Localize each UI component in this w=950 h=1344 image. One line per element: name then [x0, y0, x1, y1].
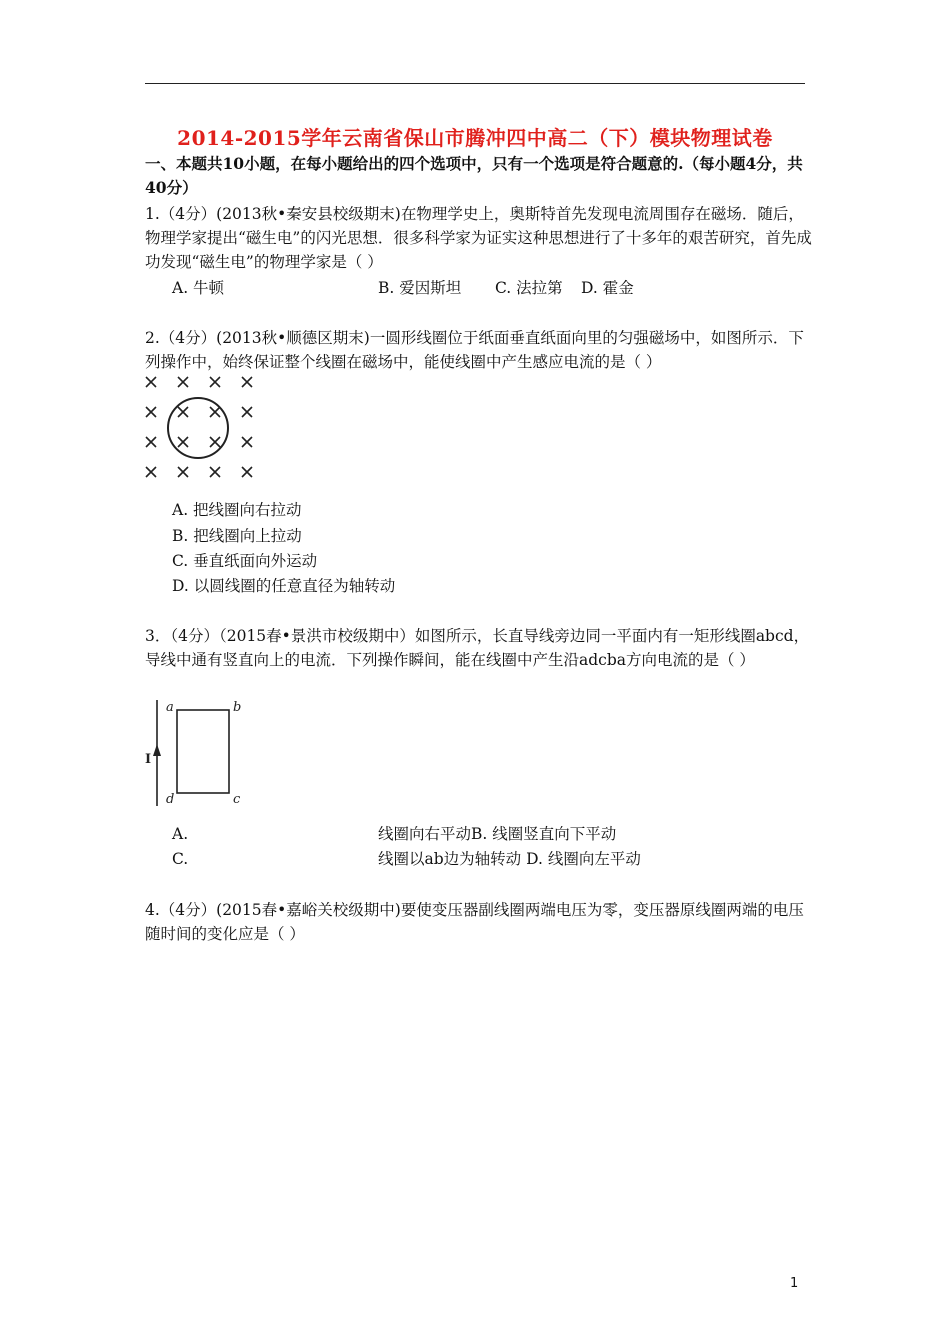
current-label: I — [145, 752, 152, 767]
rectangular-coil — [177, 710, 229, 793]
question-4-text: 4.（4分）(2015春•嘉峪关校级期中)要使变压器副线圈两端电压为零，变压器原线圈两端的电压随时间的变化应是（ ） — [145, 901, 804, 943]
current-arrow-icon — [153, 744, 161, 756]
field-cross-icon — [146, 377, 252, 477]
magnetic-field-figure — [140, 370, 265, 485]
question-2-text: 2.（4分）(2013秋•顺德区期末)一圆形线圈位于纸面垂直纸面向里的匀强磁场中，如图所示．下列操作中，始终保证整个线圈在磁场中，能使线圈中产生感应电流的是（ ） — [145, 329, 804, 371]
question-1-text: 1.（4分）(2013秋•秦安县校级期末)在物理学史上，奥斯特首先发现电流周围存在磁场．随后，物理学家提出“磁生电”的闪光思想．很多科学家为证实这种思想进行了十多年的艰苦研究，首先成功发现“磁生电”的物理学家是（ ） — [145, 205, 812, 271]
question-2-option-d: D. 以圆线圈的任意直径为轴转动 — [172, 577, 396, 595]
question-3-text: 3．（4分）（2015春•景洪市校级期中）如图所示，长直导线旁边同一平面内有一矩形线圈abcd，导线中通有竖直向上的电流．下列操作瞬间，能在线圈中产生沿adcba方向电流的是（ ） — [145, 627, 810, 669]
circular-coil — [168, 398, 228, 458]
corner-d-label: d — [166, 792, 175, 807]
page-title: 2014-2015学年云南省保山市腾冲四中高二（下）模块物理试卷 — [177, 126, 773, 150]
question-3-option-a: A. — [172, 825, 189, 843]
header-rule — [145, 83, 805, 84]
question-1-option-c: C. 法拉第 — [495, 279, 563, 297]
question-2-option-c: C. 垂直纸面向外运动 — [172, 552, 318, 570]
question-1-option-b: B. 爱因斯坦 — [378, 279, 462, 297]
corner-b-label: b — [233, 700, 242, 715]
question-3-option-a-b-text: 线圈向右平动B. 线圈竖直向下平动 — [378, 825, 617, 843]
page-number: 1 — [790, 1276, 799, 1291]
question-1-option-a: A. 牛顿 — [172, 279, 225, 297]
question-1-option-d: D. 霍金 — [581, 279, 634, 297]
corner-c-label: c — [233, 792, 241, 807]
wire-rectangle-figure — [140, 696, 255, 811]
question-2-option-b: B. 把线圈向上拉动 — [172, 527, 302, 545]
question-3-option-c: C. — [172, 850, 189, 868]
question-2-option-a: A. 把线圈向右拉动 — [172, 501, 302, 519]
question-3-option-c-d-text: 线圈以ab边为轴转动 D. 线圈向左平动 — [378, 850, 641, 868]
section-heading: 一、本题共10小题，在每小题给出的四个选项中，只有一个选项是符合题意的.（每小题4分，共40分） — [145, 154, 803, 197]
corner-a-label: a — [166, 700, 174, 715]
